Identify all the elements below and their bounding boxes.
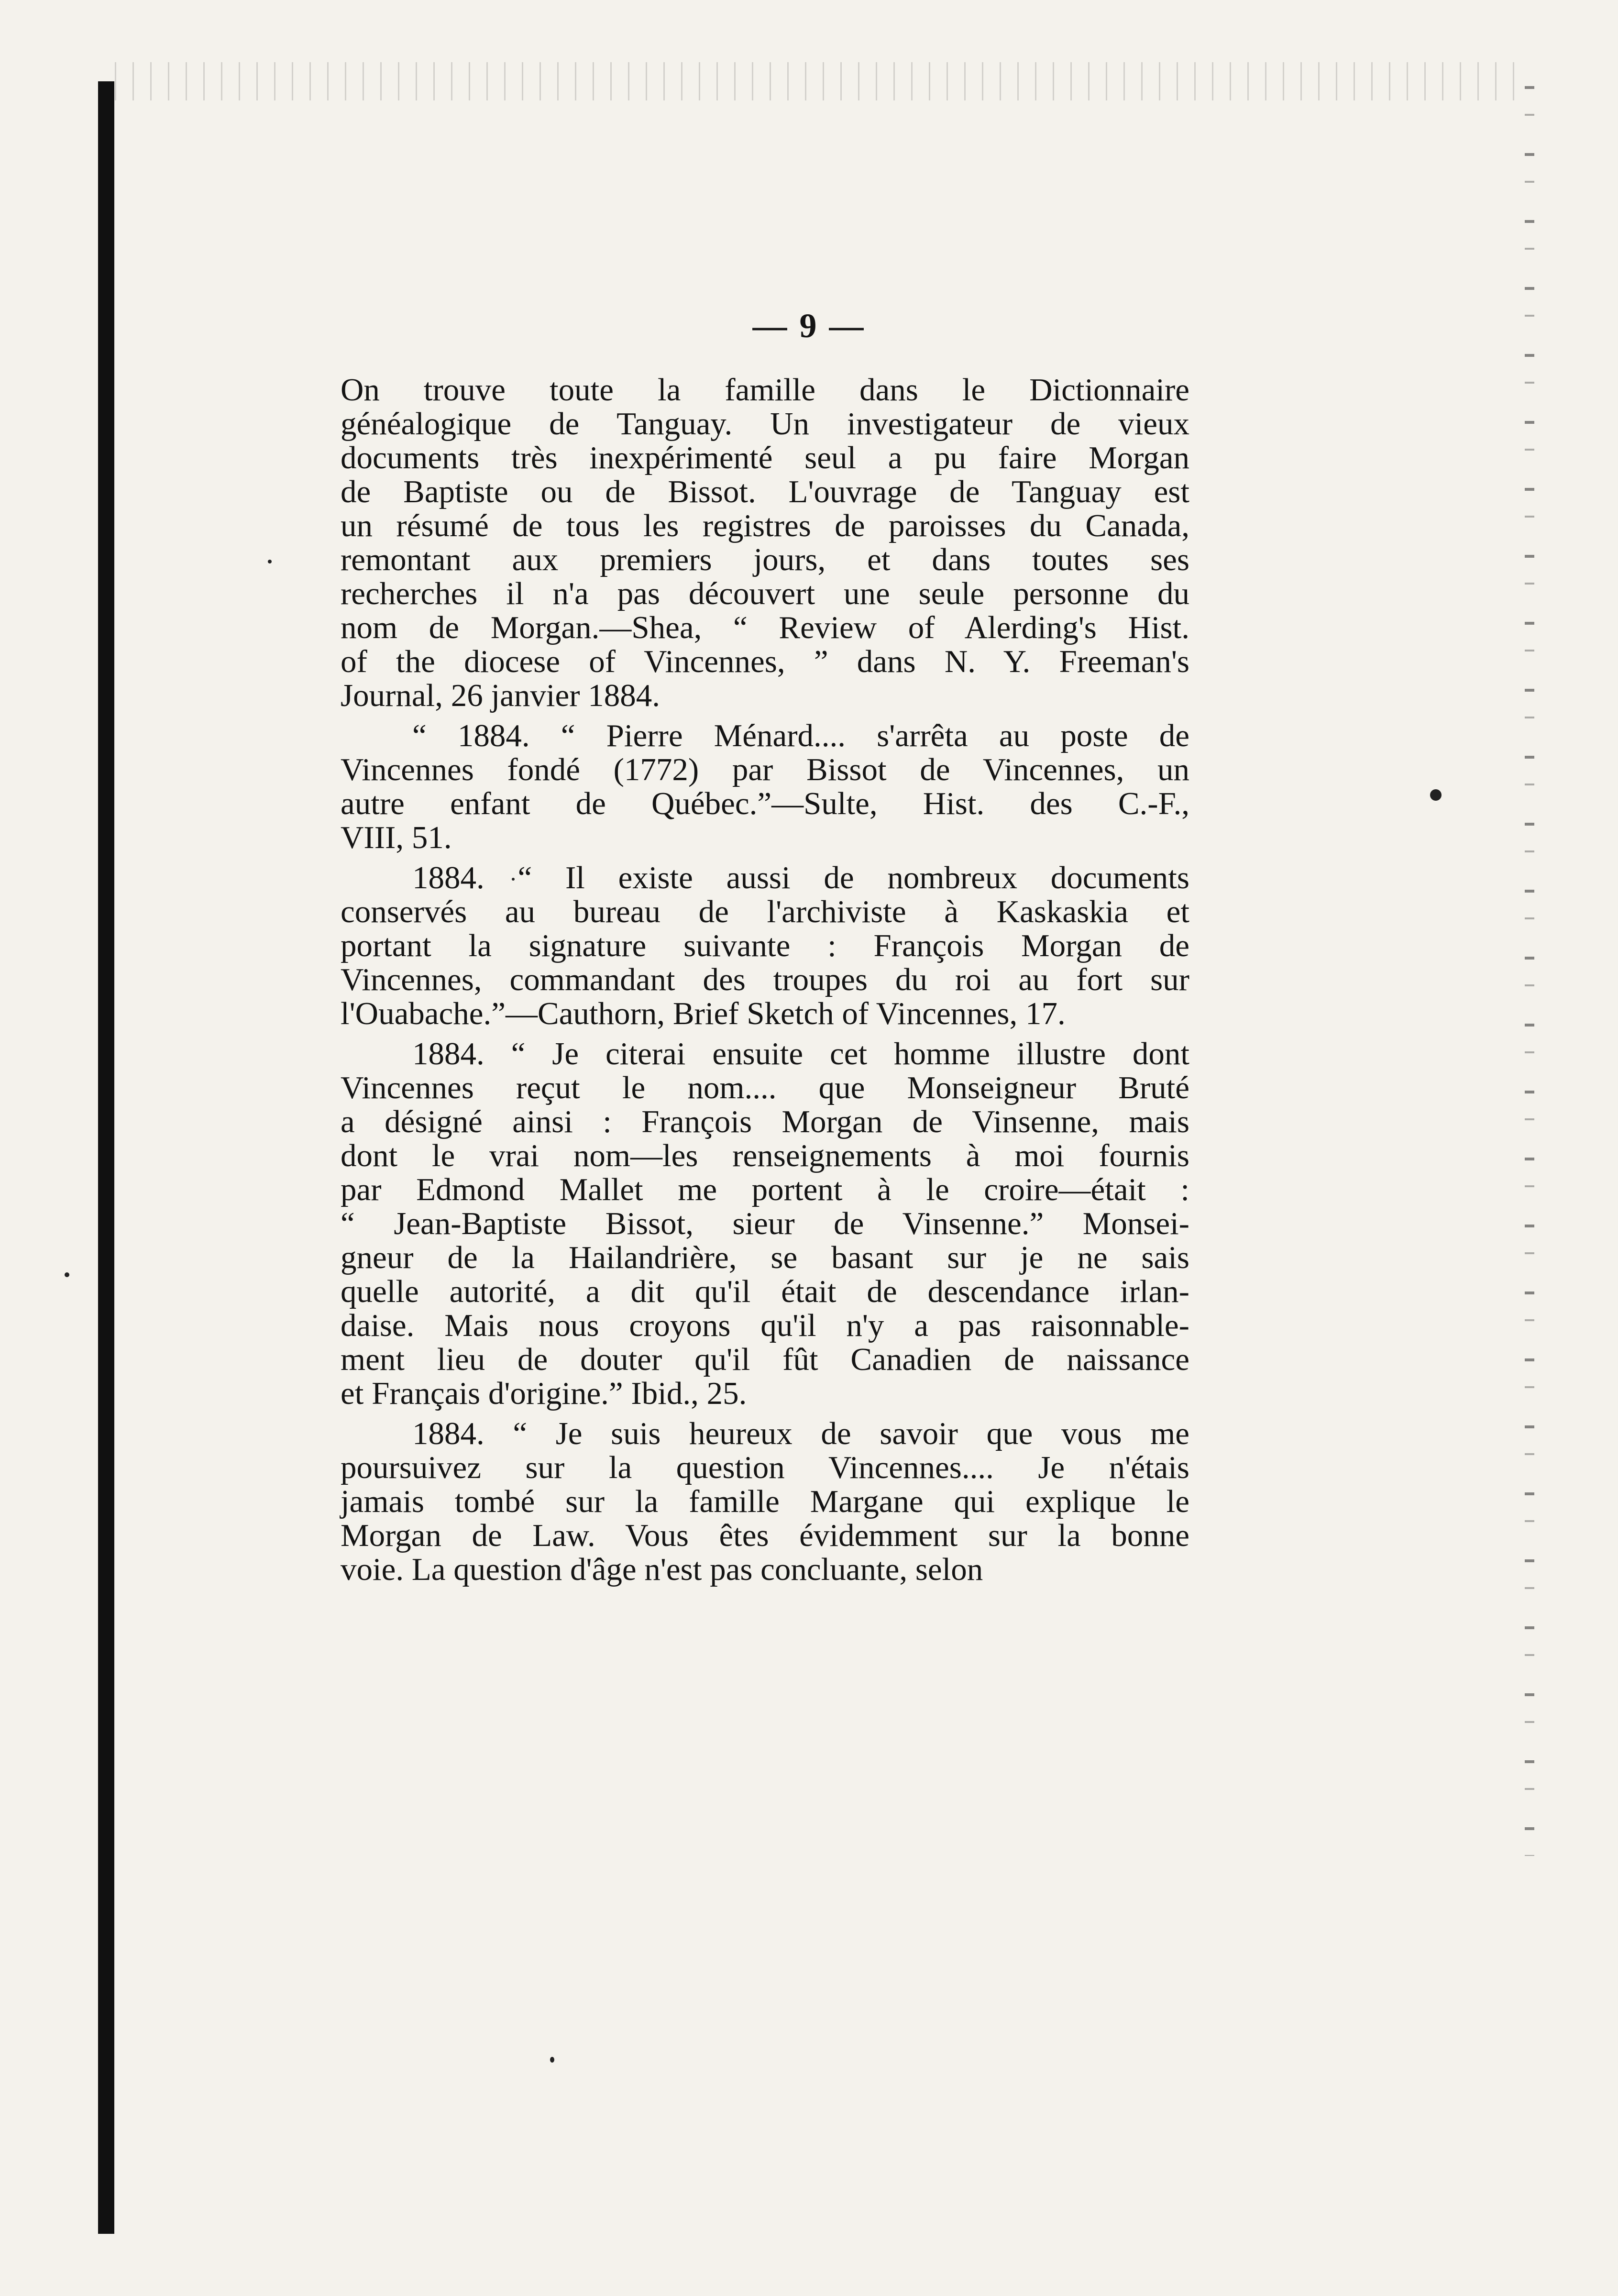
text-line: “ 1884. “ Pierre Ménard.... s'arrêta au poste de — [412, 718, 1189, 753]
text-line: 1884. “ Il existe aussi de nombreux documents — [412, 860, 1189, 895]
text-line: autre enfant de Québec.”—Sulte, Hist. des C.-F., — [341, 786, 1189, 821]
text-line: “ Jean-Baptiste Bissot, sieur de Vinsenne.” Monsei- — [341, 1206, 1189, 1241]
scan-speck — [1430, 789, 1442, 801]
text-line: nom de Morgan.—Shea, “ Review of Alerding's Hist. — [341, 610, 1189, 645]
text-line: voie. La question d'âge n'est pas concluante, selon — [341, 1552, 983, 1587]
text-line: ment lieu de douter qu'il fût Canadien de naissance — [341, 1342, 1189, 1377]
text-line: a désigné ainsi : François Morgan de Vinsenne, mais — [341, 1104, 1189, 1139]
body-text — [341, 373, 1189, 1593]
text-line: Vincennes, commandant des troupes du roi au fort sur — [341, 962, 1189, 997]
scan-speck — [65, 1272, 69, 1277]
text-line: de Baptiste ou de Bissot. L'ouvrage de Tanguay est — [341, 474, 1189, 509]
scan-speck — [268, 560, 272, 563]
text-line: par Edmond Mallet me portent à le croire—était : — [341, 1172, 1189, 1207]
paragraph — [341, 373, 1189, 713]
text-line: l'Ouabache.”—Cauthorn, Brief Sketch of Vincennes, 17. — [341, 996, 1066, 1031]
page-number: — 9 — — [752, 307, 866, 345]
text-line: Journal, 26 janvier 1884. — [341, 678, 660, 713]
text-line: et Français d'origine.” Ibid., 25. — [341, 1376, 747, 1411]
text-line: Vincennes fondé (1772) par Bissot de Vincennes, un — [341, 752, 1189, 787]
text-line: dont le vrai nom—les renseignements à moi fournis — [341, 1138, 1189, 1173]
paragraph — [341, 861, 1189, 1031]
text-line: généalogique de Tanguay. Un investigateur de vieux — [341, 406, 1189, 442]
text-line: quelle autorité, a dit qu'il était de descendance irlan- — [341, 1274, 1189, 1309]
scan-speck — [550, 2057, 554, 2063]
text-line: recherches il n'a pas découvert une seule personne du — [341, 576, 1189, 611]
text-line: jamais tombé sur la famille Margane qui explique le — [341, 1484, 1189, 1519]
scan-binding-edge — [98, 81, 114, 2234]
text-line: un résumé de tous les registres de paroisses du Canada, — [341, 508, 1189, 543]
text-line: poursuivez sur la question Vincennes.... Je n'étais — [341, 1450, 1189, 1485]
text-line: On trouve toute la famille dans le Dictionnaire — [341, 372, 1189, 408]
text-line: remontant aux premiers jours, et dans toutes ses — [341, 542, 1189, 577]
text-line: Morgan de Law. Vous êtes évidemment sur la bonne — [341, 1518, 1189, 1553]
paragraph — [341, 1417, 1189, 1587]
text-line: daise. Mais nous croyons qu'il n'y a pas raisonnable- — [341, 1308, 1189, 1343]
text-line: portant la signature suivante : François Morgan de — [341, 928, 1189, 963]
text-line: conservés au bureau de l'archiviste à Kaskaskia et — [341, 894, 1189, 929]
text-line: of the diocese of Vincennes, ” dans N. Y. Freeman's — [341, 644, 1189, 679]
text-line: VIII, 51. — [341, 820, 452, 855]
text-line: Vincennes reçut le nom.... que Monseigneur Bruté — [341, 1070, 1189, 1105]
text-line: gneur de la Hailandrière, se basant sur je ne sais — [341, 1240, 1189, 1275]
text-line: 1884. “ Je citerai ensuite cet homme illustre dont — [412, 1036, 1189, 1071]
paragraph — [341, 719, 1189, 855]
scan-noise-right-edge — [1525, 86, 1534, 1856]
text-line: 1884. “ Je suis heureux de savoir que vous me — [412, 1416, 1189, 1451]
paragraph — [341, 1037, 1189, 1411]
scan-noise-top — [115, 62, 1526, 100]
text-line: documents très inexpérimenté seul a pu faire Morgan — [341, 440, 1189, 475]
